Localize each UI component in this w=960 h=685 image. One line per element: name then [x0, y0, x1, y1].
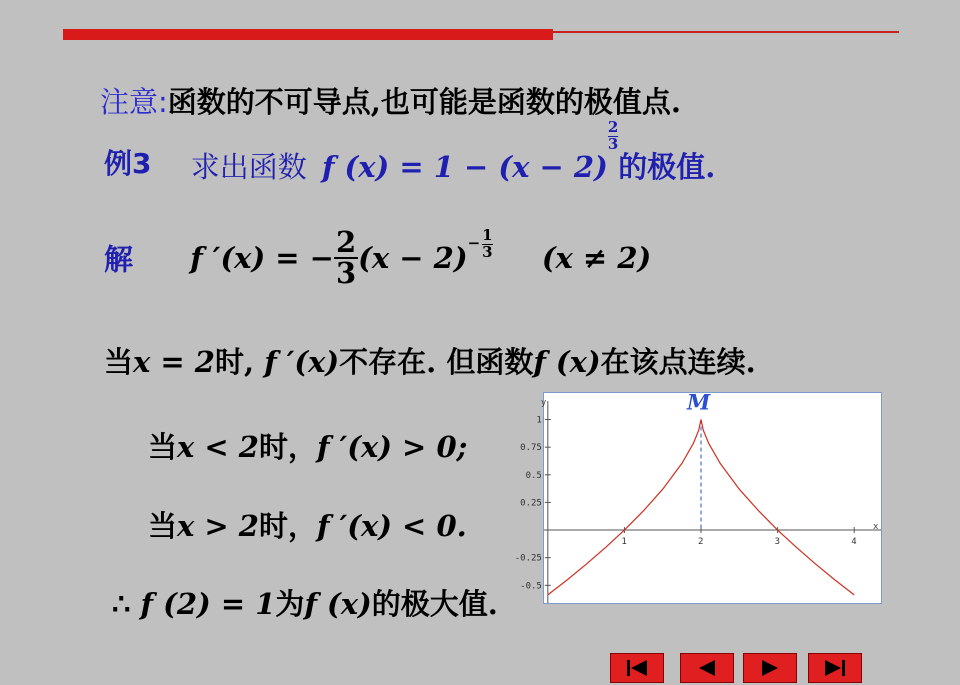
- text-segment: 不存在. 但函数: [339, 345, 534, 379]
- derivative-lhs: f ′(x) = −: [190, 241, 334, 275]
- conclusion-line: [112, 582, 498, 623]
- math-segment: f ′(x) < 0.: [317, 509, 467, 543]
- x-tick-label: 4: [851, 537, 857, 548]
- next-icon: [744, 654, 796, 682]
- example-label: 例3: [104, 147, 152, 180]
- prev-icon: [681, 654, 733, 682]
- math-segment: f ′(x): [264, 345, 340, 379]
- example-line: [104, 118, 716, 186]
- y-tick-label: 0.25: [520, 498, 542, 509]
- text-segment: 在该点连续.: [600, 345, 756, 379]
- note-text: 函数的不可导点,也可能是函数的极值点.: [167, 85, 681, 119]
- math-segment: f (2) = 1: [140, 587, 276, 621]
- last-page-button[interactable]: [808, 653, 862, 683]
- derivative-exponent: − $\frac{1}{3}$: [467, 225, 493, 261]
- text-segment: 当: [148, 430, 178, 464]
- y-tick-label: -0.5: [520, 581, 542, 592]
- header-rule: [553, 31, 899, 33]
- math-segment: x > 2: [177, 509, 259, 543]
- prev-page-button[interactable]: [680, 653, 734, 683]
- x-tick-label: 1: [621, 537, 627, 548]
- example-exponent: $\frac{2}{3}$: [607, 118, 619, 153]
- first-page-button[interactable]: [610, 653, 664, 683]
- derivative-fraction: $\frac{2}{3}$: [335, 225, 357, 290]
- solution-label: 解: [104, 242, 134, 277]
- max-point-label: M: [687, 389, 711, 415]
- text-segment: 时,: [214, 345, 265, 379]
- derivative-condition: (x ≠ 2): [541, 241, 652, 275]
- y-tick-label: 1: [536, 415, 542, 426]
- math-segment: x = 2: [133, 345, 215, 379]
- y-tick-label: 0.5: [525, 470, 542, 481]
- example-prefix: 求出函数: [190, 150, 307, 184]
- math-segment: f (x): [304, 587, 372, 621]
- x-tick-label: 2: [698, 537, 704, 548]
- text-segment: 的极大值.: [371, 587, 498, 621]
- solution-line: [104, 225, 652, 318]
- function-graph: [514, 389, 882, 604]
- next-page-button[interactable]: [743, 653, 797, 683]
- note-line: [100, 80, 681, 121]
- header-bar: [63, 29, 553, 40]
- y-tick-label: 0.75: [520, 443, 542, 454]
- y-axis-label: y: [540, 398, 547, 408]
- continuity-line: [104, 340, 756, 381]
- y-tick-label: -0.25: [514, 553, 542, 564]
- text-segment: 时，: [258, 509, 317, 543]
- x-tick-label: 3: [774, 537, 781, 548]
- therefore-symbol: ∴: [112, 587, 141, 621]
- condition-left-line: [148, 425, 467, 466]
- text-segment: 当: [148, 509, 178, 543]
- x-axis-label: x: [873, 522, 879, 533]
- math-segment: f ′(x) > 0;: [317, 430, 468, 464]
- math-segment: x < 2: [177, 430, 259, 464]
- text-segment: 当: [104, 345, 134, 379]
- derivative-base: (x − 2): [358, 241, 468, 275]
- last-icon: [809, 654, 861, 682]
- math-segment: f (x): [533, 345, 601, 379]
- graph-canvas: [514, 389, 881, 603]
- text-segment: 时，: [258, 430, 317, 464]
- first-icon: [611, 654, 663, 682]
- note-label: 注意:: [100, 85, 168, 119]
- example-function: f (x) = 1 − (x − 2): [321, 150, 608, 184]
- condition-right-line: [148, 504, 467, 545]
- text-segment: 为: [275, 587, 305, 621]
- example-suffix: 的极值.: [618, 150, 716, 184]
